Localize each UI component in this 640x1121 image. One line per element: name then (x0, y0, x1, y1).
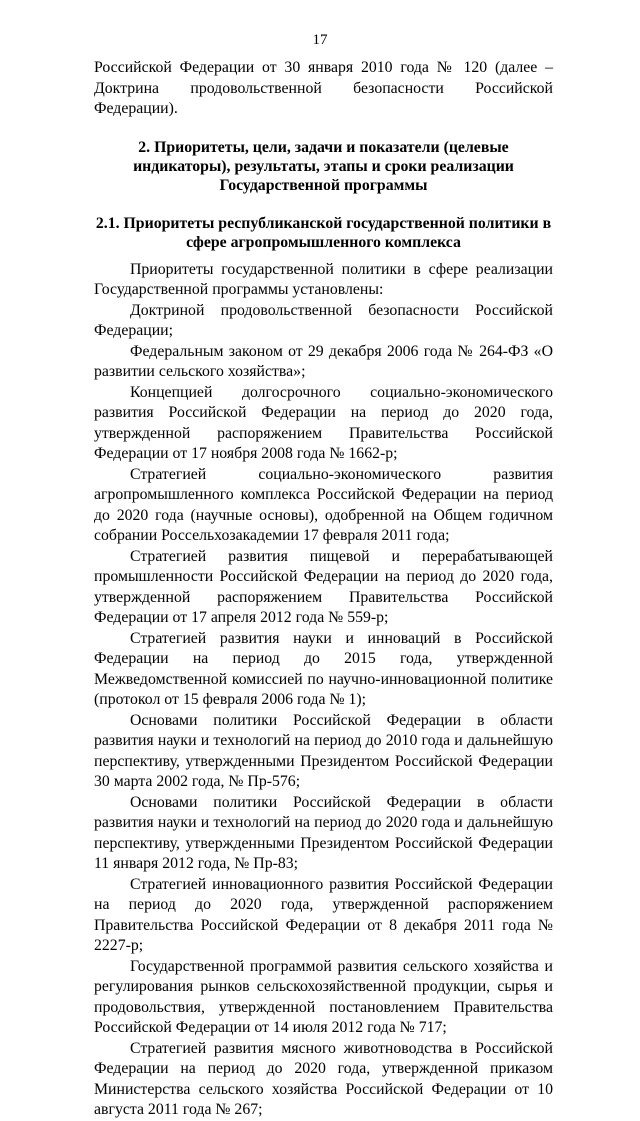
paragraph: Приоритеты государственной политики в сфере реализации Государственной программы установлены: (94, 260, 553, 298)
paragraph: Доктриной продовольственной безопасности Российской Федерации; (94, 301, 553, 339)
paragraph: Концепцией долгосрочного социально-экономического развития Российской Федерации на период до 2020 года, утвержденной распоряжением Правительства Российской Федерации от 17 ноября 2008 года № 1662-р; (94, 383, 553, 462)
paragraph: Стратегией развития пищевой и перерабатывающей промышленности Российской Федерации на период до 2020 года, утвержденной распоряжением Правительства Российской Федерации от 17 апреля 2012 года № 559-р; (94, 547, 553, 626)
paragraph: Стратегией развития науки и инноваций в Российской Федерации на период до 2015 года, утвержденной Межведомственной комиссией по научно-инновационной политике (протокол от 15 февраля 2006 года № 1); (94, 629, 553, 708)
paragraph: Основами политики Российской Федерации в области развития науки и технологий на период до 2020 года и дальнейшую перспективу, утвержденными Президентом Российской Федерации 11 января 2012 года, № Пр-83; (94, 793, 553, 872)
paragraph: Стратегией социально-экономического развития агропромышленного комплекса Российской Федерации на период до 2020 года (научные основы), одобренной на Общем годичном собрании Россельхозакадемии 17 февраля 2011 года; (94, 465, 553, 544)
paragraph: Федеральным законом от 29 декабря 2006 года № 264-ФЗ «О развитии сельского хозяйства»; (94, 342, 553, 380)
paragraph: Основами политики Российской Федерации в области развития науки и технологий на период до 2010 года и дальнейшую перспективу, утвержденными Президентом Российской Федерации 30 марта 2002 года, № Пр-576; (94, 711, 553, 790)
section-heading: 2. Приоритеты, цели, задачи и показатели (целевые индикаторы), результаты, этапы и сроки реализации Государственной программы (133, 138, 514, 194)
paragraph: Государственной программой развития сельского хозяйства и регулирования рынков сельскохозяйственной продукции, сырья и продовольствия, утвержденной постановлением Правительства Российской Федерации от 14 июля 2012 года № 717; (94, 957, 553, 1036)
paragraph: Стратегией инновационного развития Российской Федерации на период до 2020 года, утвержденной распоряжением Правительства Российской Федерации от 8 декабря 2011 года № 2227-р; (94, 875, 553, 954)
page-number: 17 (312, 32, 328, 48)
page-content (94, 58, 553, 1121)
subsection-heading: 2.1. Приоритеты республиканской государственной политики в сфере агропромышленного комплекса (95, 214, 552, 251)
paragraph: Стратегией развития мясного животноводства в Российской Федерации на период до 2020 года, утвержденной приказом Министерства сельского хозяйства Российской Федерации от 10 августа 2011 года № 267; (94, 1039, 553, 1118)
intro-paragraph: Российской Федерации от 30 января 2010 года № 120 (далее – Доктрина продовольственной безопасности Российской Федерации). (94, 59, 553, 117)
